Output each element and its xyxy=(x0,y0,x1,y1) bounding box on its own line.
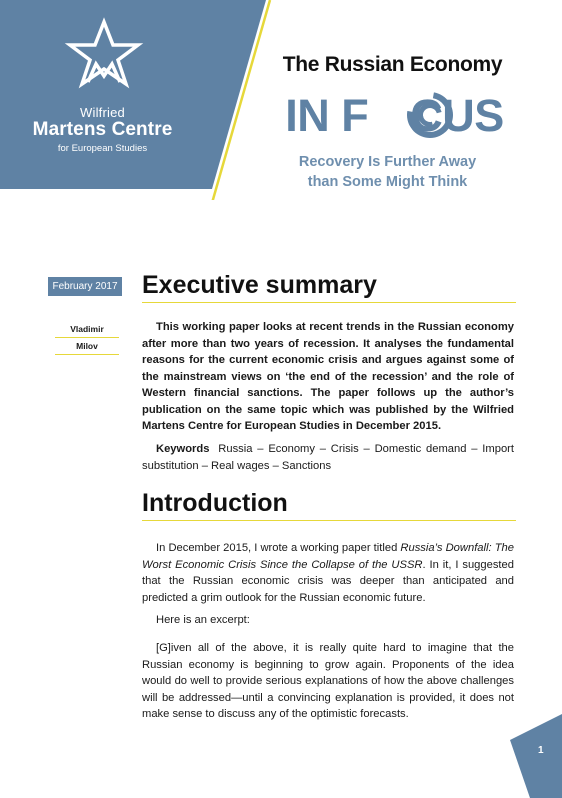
page-number: 1 xyxy=(538,745,544,756)
page-corner-tab xyxy=(510,714,562,798)
author-last-name: Milov xyxy=(55,338,119,355)
logo-martens-centre: Martens Centre xyxy=(32,119,173,140)
quoted-excerpt: [G]iven all of the above, it is really quite hard to imagine that the Russian economy is beginning to grow again. Proponents of the idea would do well to provide serious explanations of how the above challenges will be addressed—until a convincing explanation is provided, it does not make sense to discuss any of the optimistic forecasts. xyxy=(142,642,514,720)
keywords-list: Russia – Economy – Crisis – Domestic demand – Import substitution – Real wages – Sanctions xyxy=(142,443,514,472)
author-block xyxy=(55,321,119,355)
intro-p1-after: . In it, I suggested that the Russian economic crisis was deeper than anticipated and predicted a grim outlook for the Russian economic future. xyxy=(142,558,514,604)
intro-paragraph-1 xyxy=(142,540,514,606)
publication-title: The Russian Economy xyxy=(282,53,503,76)
introduction-heading: Introduction xyxy=(142,489,516,521)
abstract-paragraph: This working paper looks at recent trends in the Russian economy after more than two years of recession. It analyses the fundamental reasons for the current economic crisis and argues against some of the mainstream views on ‘the end of the recession’ and the role of Western financial sanctions. The paper follows up the author’s publication on the same topic which was published by the Wilfried Martens Centre for European Studies in December 2015. xyxy=(142,321,514,432)
logo-wilfried: Wilfried xyxy=(80,105,125,120)
keywords-paragraph xyxy=(142,441,514,474)
subtitle-line-2: than Some Might Think xyxy=(307,174,468,190)
publication-subtitle xyxy=(270,152,505,192)
author-first-name: Vladimir xyxy=(55,321,119,338)
subtitle-line-1: Recovery Is Further Away xyxy=(298,154,477,170)
series-name xyxy=(272,90,517,142)
logo-subtitle: for European Studies xyxy=(57,143,148,154)
date-badge: February 2017 xyxy=(48,277,122,296)
keywords-label: Keywords xyxy=(156,443,210,455)
series-name-right: CUS xyxy=(410,90,504,141)
intro-p1-before: In December 2015, I wrote a working paper titled xyxy=(156,542,401,554)
banner-blue-panel xyxy=(0,0,266,189)
intro-paragraph-2: Here is an excerpt: xyxy=(156,614,250,626)
series-name-left: IN F xyxy=(285,90,369,141)
executive-summary-heading: Executive summary xyxy=(142,271,516,303)
intro-p1-cited-title: Russia’s Downfall: The Worst Economic Crisis Since the Collapse of the USSR xyxy=(142,542,514,571)
